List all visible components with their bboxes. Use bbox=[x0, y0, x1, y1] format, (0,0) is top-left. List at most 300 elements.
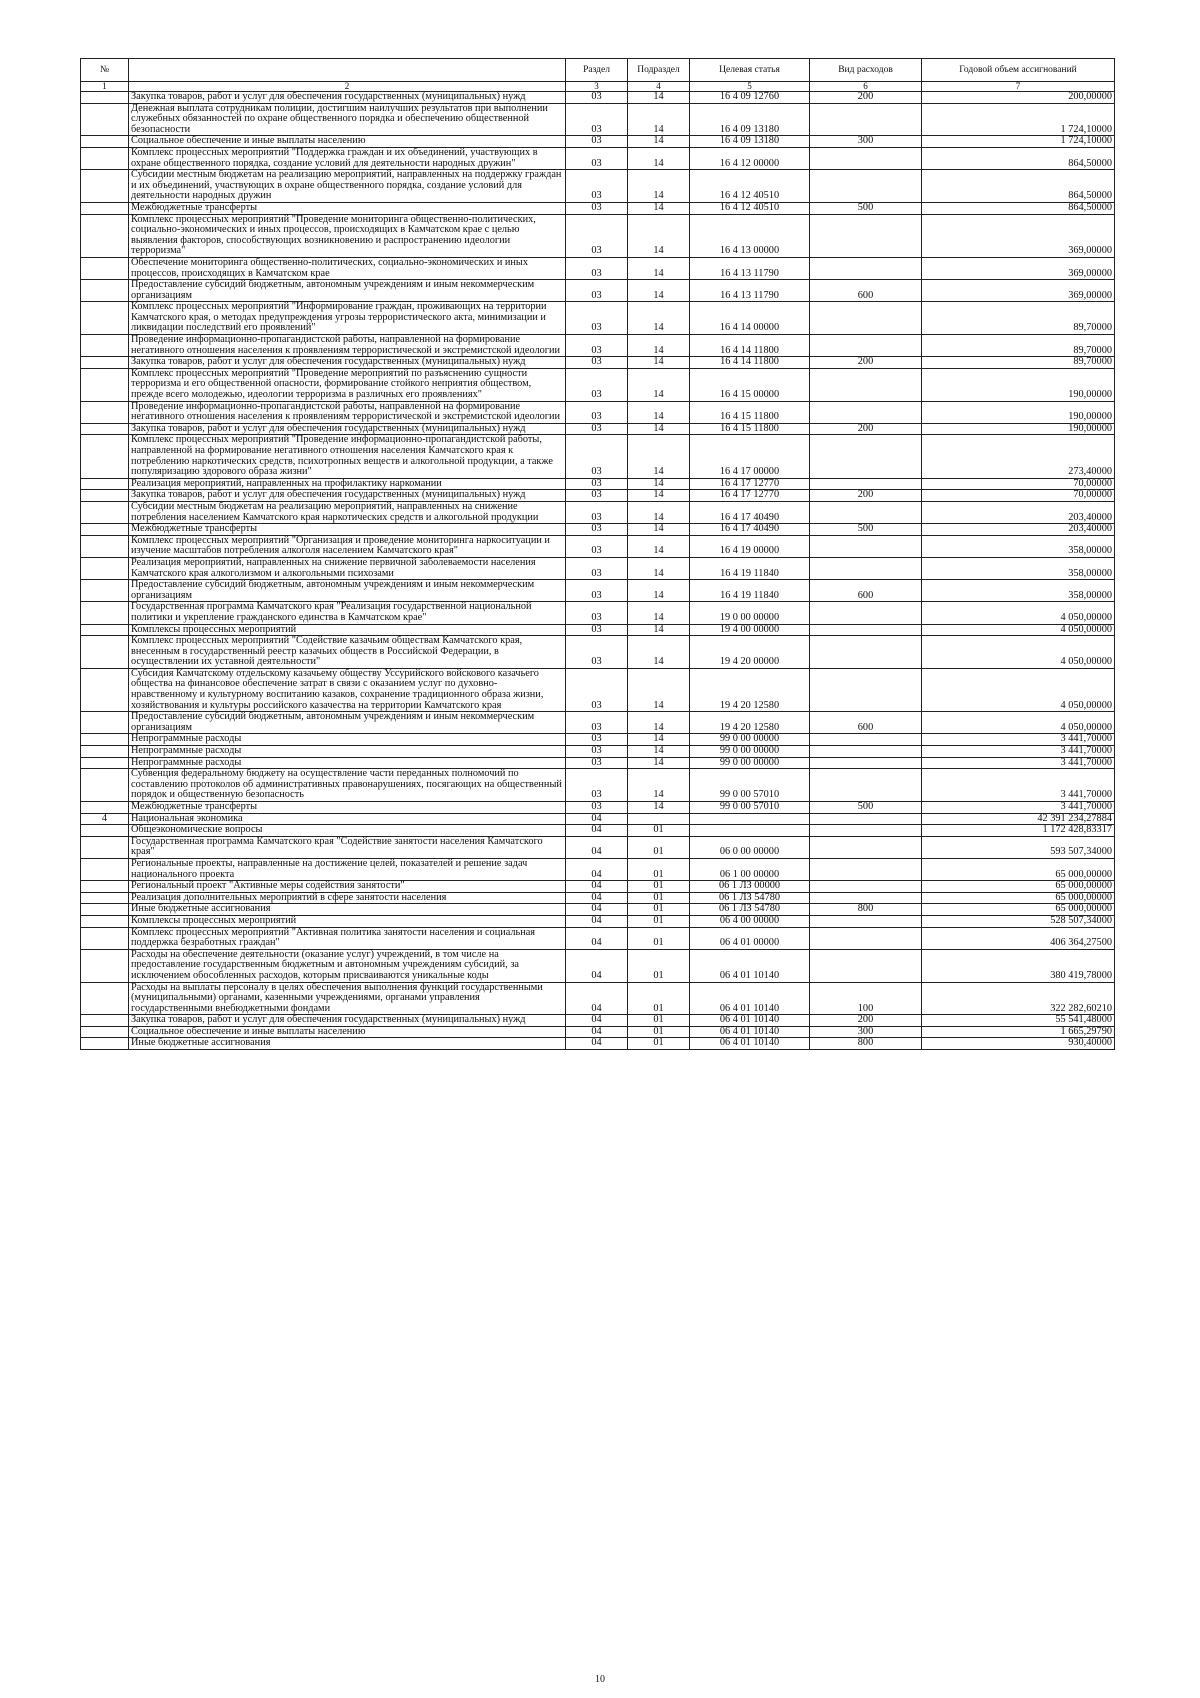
table-row bbox=[81, 147, 1115, 169]
cell-section: 03 bbox=[566, 103, 628, 136]
cell-target: 06 4 01 10140 bbox=[690, 1015, 810, 1027]
cell-subsection: 14 bbox=[628, 668, 690, 711]
cell-number bbox=[81, 501, 129, 523]
cell-subsection: 14 bbox=[628, 423, 690, 435]
cell-name: Комплекс процессных мероприятий "Проведение мероприятий по разъяснению сущности терроризма и его общественной опасности, формирование стойкого неприятия обществом, прежде всего молодежью, идеологии терроризма в различных его проявлениях" bbox=[129, 368, 566, 401]
cell-kind bbox=[810, 170, 922, 203]
table-row bbox=[81, 280, 1115, 302]
cell-section: 03 bbox=[566, 214, 628, 257]
cell-subsection: 14 bbox=[628, 535, 690, 557]
cell-section: 03 bbox=[566, 602, 628, 624]
cell-name: Комплексы процессных мероприятий bbox=[129, 624, 566, 636]
cell-number bbox=[81, 712, 129, 734]
cell-kind bbox=[810, 892, 922, 904]
cell-section: 03 bbox=[566, 557, 628, 579]
cell-section: 03 bbox=[566, 624, 628, 636]
cell-target: 19 0 00 00000 bbox=[690, 602, 810, 624]
cell-section: 04 bbox=[566, 881, 628, 893]
table-row bbox=[81, 825, 1115, 837]
cell-name: Межбюджетные трансферты bbox=[129, 802, 566, 814]
cell-subsection: 14 bbox=[628, 257, 690, 279]
cell-section: 03 bbox=[566, 769, 628, 802]
cell-target bbox=[690, 825, 810, 837]
table-row bbox=[81, 927, 1115, 949]
table-row bbox=[81, 357, 1115, 369]
cell-target: 99 0 00 00000 bbox=[690, 746, 810, 758]
cell-number bbox=[81, 401, 129, 423]
table-row bbox=[81, 1015, 1115, 1027]
cell-number bbox=[81, 927, 129, 949]
table-row bbox=[81, 92, 1115, 104]
cell-number bbox=[81, 280, 129, 302]
cell-target bbox=[690, 813, 810, 825]
cell-subsection: 14 bbox=[628, 501, 690, 523]
cell-target: 16 4 13 11790 bbox=[690, 280, 810, 302]
cell-name: Комплекс процессных мероприятий "Активная политика занятости населения и социальная поддержка безработных граждан" bbox=[129, 927, 566, 949]
cell-kind: 300 bbox=[810, 136, 922, 148]
cell-kind: 200 bbox=[810, 1015, 922, 1027]
cell-amount: 65 000,00000 bbox=[922, 892, 1115, 904]
cell-kind: 200 bbox=[810, 357, 922, 369]
cell-number bbox=[81, 904, 129, 916]
cell-subsection: 01 bbox=[628, 927, 690, 949]
column-number: 6 bbox=[810, 82, 922, 92]
cell-subsection: 14 bbox=[628, 734, 690, 746]
table-row bbox=[81, 636, 1115, 669]
cell-target: 16 4 15 00000 bbox=[690, 368, 810, 401]
cell-number bbox=[81, 949, 129, 982]
cell-number bbox=[81, 535, 129, 557]
cell-number bbox=[81, 734, 129, 746]
cell-target: 16 4 09 13180 bbox=[690, 103, 810, 136]
cell-section: 04 bbox=[566, 858, 628, 880]
cell-subsection: 01 bbox=[628, 982, 690, 1015]
cell-name: Закупка товаров, работ и услуг для обеспечения государственных (муниципальных) нужд bbox=[129, 1015, 566, 1027]
cell-section: 04 bbox=[566, 825, 628, 837]
cell-target: 16 4 14 00000 bbox=[690, 302, 810, 335]
cell-amount: 65 000,00000 bbox=[922, 904, 1115, 916]
cell-name: Комплекс процессных мероприятий "Содействие казачьим обществам Камчатского края, внесенным в государственный реестр казачьих обществ в Российской Федерации, в осуществлении их уставной деятельности" bbox=[129, 636, 566, 669]
cell-target: 16 4 12 00000 bbox=[690, 147, 810, 169]
cell-amount: 4 050,00000 bbox=[922, 624, 1115, 636]
cell-subsection: 14 bbox=[628, 624, 690, 636]
cell-section: 03 bbox=[566, 136, 628, 148]
cell-number bbox=[81, 524, 129, 536]
cell-section: 03 bbox=[566, 401, 628, 423]
cell-target: 16 4 09 13180 bbox=[690, 136, 810, 148]
table-row bbox=[81, 1026, 1115, 1038]
table-row bbox=[81, 813, 1115, 825]
cell-kind bbox=[810, 302, 922, 335]
cell-target: 99 0 00 57010 bbox=[690, 802, 810, 814]
cell-number bbox=[81, 557, 129, 579]
cell-target: 06 0 00 00000 bbox=[690, 836, 810, 858]
cell-subsection: 14 bbox=[628, 368, 690, 401]
cell-amount: 190,00000 bbox=[922, 401, 1115, 423]
cell-amount: 1 724,10000 bbox=[922, 103, 1115, 136]
cell-subsection: 14 bbox=[628, 746, 690, 758]
cell-name: Закупка товаров, работ и услуг для обеспечения государственных (муниципальных) нужд bbox=[129, 423, 566, 435]
cell-name: Закупка товаров, работ и услуг для обеспечения государственных (муниципальных) нужд bbox=[129, 357, 566, 369]
cell-target: 16 4 19 11840 bbox=[690, 580, 810, 602]
cell-target: 16 4 14 11800 bbox=[690, 357, 810, 369]
cell-name: Региональный проект "Активные меры содействия занятости" bbox=[129, 881, 566, 893]
cell-kind bbox=[810, 813, 922, 825]
cell-kind bbox=[810, 668, 922, 711]
cell-subsection: 14 bbox=[628, 802, 690, 814]
cell-subsection: 14 bbox=[628, 757, 690, 769]
header-name bbox=[129, 59, 566, 82]
cell-amount: 65 000,00000 bbox=[922, 858, 1115, 880]
cell-target: 16 4 19 11840 bbox=[690, 557, 810, 579]
cell-kind bbox=[810, 927, 922, 949]
table-row bbox=[81, 769, 1115, 802]
cell-subsection: 14 bbox=[628, 435, 690, 478]
cell-amount: 190,00000 bbox=[922, 368, 1115, 401]
table-row bbox=[81, 335, 1115, 357]
column-number-row bbox=[81, 82, 1115, 92]
table-row bbox=[81, 580, 1115, 602]
cell-amount: 358,00000 bbox=[922, 535, 1115, 557]
header-section: Раздел bbox=[566, 59, 628, 82]
cell-target: 16 4 15 11800 bbox=[690, 423, 810, 435]
cell-subsection: 14 bbox=[628, 580, 690, 602]
cell-name: Реализация мероприятий, направленных на профилактику наркомании bbox=[129, 478, 566, 490]
cell-amount: 190,00000 bbox=[922, 423, 1115, 435]
cell-kind bbox=[810, 915, 922, 927]
cell-name: Комплекс процессных мероприятий "Поддержка граждан и их объединений, участвующих в охране общественного порядка, создание условий для деятельности народных дружин" bbox=[129, 147, 566, 169]
cell-name: Иные бюджетные ассигнования bbox=[129, 1038, 566, 1050]
cell-section: 03 bbox=[566, 746, 628, 758]
cell-section: 03 bbox=[566, 92, 628, 104]
cell-kind: 200 bbox=[810, 92, 922, 104]
cell-subsection: 01 bbox=[628, 836, 690, 858]
cell-amount: 42 391 234,27884 bbox=[922, 813, 1115, 825]
cell-name: Государственная программа Камчатского края "Содействие занятости населения Камчатского края" bbox=[129, 836, 566, 858]
cell-amount: 203,40000 bbox=[922, 501, 1115, 523]
table-row bbox=[81, 892, 1115, 904]
cell-amount: 369,00000 bbox=[922, 280, 1115, 302]
cell-name: Непрограммные расходы bbox=[129, 746, 566, 758]
cell-name: Социальное обеспечение и иные выплаты населению bbox=[129, 1026, 566, 1038]
cell-name: Непрограммные расходы bbox=[129, 734, 566, 746]
cell-subsection: 14 bbox=[628, 335, 690, 357]
cell-section: 03 bbox=[566, 302, 628, 335]
cell-number bbox=[81, 825, 129, 837]
cell-amount: 70,00000 bbox=[922, 478, 1115, 490]
table-row bbox=[81, 170, 1115, 203]
cell-section: 03 bbox=[566, 357, 628, 369]
cell-kind: 800 bbox=[810, 1038, 922, 1050]
cell-number bbox=[81, 915, 129, 927]
cell-target: 06 4 01 10140 bbox=[690, 1026, 810, 1038]
cell-name: Предоставление субсидий бюджетным, автономным учреждениям и иным некоммерческим организациям bbox=[129, 280, 566, 302]
cell-subsection: 14 bbox=[628, 147, 690, 169]
cell-target: 16 4 12 40510 bbox=[690, 202, 810, 214]
column-number: 7 bbox=[922, 82, 1115, 92]
cell-kind bbox=[810, 949, 922, 982]
cell-subsection: 01 bbox=[628, 1026, 690, 1038]
table-row bbox=[81, 757, 1115, 769]
cell-target: 99 0 00 00000 bbox=[690, 757, 810, 769]
cell-kind bbox=[810, 858, 922, 880]
cell-subsection: 14 bbox=[628, 170, 690, 203]
cell-kind bbox=[810, 257, 922, 279]
cell-subsection: 14 bbox=[628, 490, 690, 502]
cell-amount: 89,70000 bbox=[922, 302, 1115, 335]
cell-kind bbox=[810, 214, 922, 257]
cell-amount: 864,50000 bbox=[922, 147, 1115, 169]
cell-name: Предоставление субсидий бюджетным, автономным учреждениям и иным некоммерческим организациям bbox=[129, 712, 566, 734]
cell-number bbox=[81, 1015, 129, 1027]
cell-number bbox=[81, 1026, 129, 1038]
cell-name: Субсидия Камчатскому отдельскому казачьему обществу Уссурийского войскового казачьего общества на финансовое обеспечение затрат в связи с оказанием услуг по духовно-нравственному и культурному воспитанию казаков, сохранение традиционного образа жизни, хозяйствования и культуры российского казачества на территории Камчатского края bbox=[129, 668, 566, 711]
cell-name: Региональные проекты, направленные на достижение целей, показателей и решение задач национального проекта bbox=[129, 858, 566, 880]
cell-section: 03 bbox=[566, 257, 628, 279]
cell-section: 03 bbox=[566, 668, 628, 711]
cell-number bbox=[81, 802, 129, 814]
table-row bbox=[81, 202, 1115, 214]
cell-number bbox=[81, 836, 129, 858]
cell-subsection: 01 bbox=[628, 825, 690, 837]
budget-table-sheet bbox=[80, 58, 1114, 1050]
cell-subsection: 14 bbox=[628, 214, 690, 257]
cell-name: Комплекс процессных мероприятий "Проведение мониторинга общественно-политических, социально-экономических и иных процессов, происходящих в Камчатском крае с целью выявления факторов, способствующих возникновению и распространению идеологии терроризма" bbox=[129, 214, 566, 257]
cell-target: 06 1 00 00000 bbox=[690, 858, 810, 880]
cell-number bbox=[81, 580, 129, 602]
cell-subsection: 14 bbox=[628, 602, 690, 624]
cell-amount: 3 441,70000 bbox=[922, 757, 1115, 769]
cell-number bbox=[81, 746, 129, 758]
cell-amount: 4 050,00000 bbox=[922, 602, 1115, 624]
cell-name: Комплекс процессных мероприятий "Проведение информационно-пропагандистской работы, направленной на формирование негативного отношения населения Камчатского края к потреблению наркотических средств, психотропных веществ и алкогольной продукции, а также популяризацию здорового образа жизни" bbox=[129, 435, 566, 478]
cell-section: 03 bbox=[566, 202, 628, 214]
cell-section: 03 bbox=[566, 535, 628, 557]
cell-section: 03 bbox=[566, 368, 628, 401]
cell-section: 03 bbox=[566, 712, 628, 734]
cell-subsection: 01 bbox=[628, 915, 690, 927]
cell-target: 06 4 01 10140 bbox=[690, 1038, 810, 1050]
cell-amount: 1 172 428,83317 bbox=[922, 825, 1115, 837]
cell-amount: 406 364,27500 bbox=[922, 927, 1115, 949]
cell-kind: 300 bbox=[810, 1026, 922, 1038]
cell-number bbox=[81, 257, 129, 279]
cell-section: 03 bbox=[566, 147, 628, 169]
cell-kind bbox=[810, 435, 922, 478]
cell-section: 04 bbox=[566, 904, 628, 916]
header-target: Целевая статья bbox=[690, 59, 810, 82]
header-num: № bbox=[81, 59, 129, 82]
cell-number bbox=[81, 769, 129, 802]
cell-subsection: 14 bbox=[628, 357, 690, 369]
cell-kind bbox=[810, 836, 922, 858]
cell-kind bbox=[810, 103, 922, 136]
cell-name: Проведение информационно-пропагандистской работы, направленной на формирование негативного отношения населения к проявлениям террористической и экстремистской идеологии bbox=[129, 401, 566, 423]
cell-target: 16 4 13 11790 bbox=[690, 257, 810, 279]
table-row bbox=[81, 557, 1115, 579]
cell-name: Обеспечение мониторинга общественно-политических, социально-экономических и иных процессов, происходящих в Камчатском крае bbox=[129, 257, 566, 279]
cell-subsection: 01 bbox=[628, 881, 690, 893]
table-row bbox=[81, 668, 1115, 711]
cell-name: Субсидии местным бюджетам на реализацию мероприятий, направленных на снижение потребления населением Камчатского края наркотических средств и алкогольной продукции bbox=[129, 501, 566, 523]
cell-amount: 322 282,60210 bbox=[922, 982, 1115, 1015]
cell-kind bbox=[810, 825, 922, 837]
cell-subsection: 14 bbox=[628, 636, 690, 669]
cell-kind bbox=[810, 478, 922, 490]
cell-name: Субвенция федеральному бюджету на осуществление части переданных полномочий по составлению протоколов об административных правонарушениях, посягающих на общественный порядок и общественную безопасность bbox=[129, 769, 566, 802]
cell-section: 03 bbox=[566, 524, 628, 536]
cell-amount: 4 050,00000 bbox=[922, 636, 1115, 669]
cell-section: 04 bbox=[566, 949, 628, 982]
column-number: 5 bbox=[690, 82, 810, 92]
cell-amount: 65 000,00000 bbox=[922, 881, 1115, 893]
cell-amount: 593 507,34000 bbox=[922, 836, 1115, 858]
cell-target: 16 4 17 12770 bbox=[690, 478, 810, 490]
cell-kind bbox=[810, 368, 922, 401]
cell-target: 16 4 17 00000 bbox=[690, 435, 810, 478]
cell-section: 04 bbox=[566, 892, 628, 904]
header-amount: Годовой объем ассигнований bbox=[922, 59, 1115, 82]
cell-name: Расходы на выплаты персоналу в целях обеспечения выполнения функций государственными (муниципальными) органами, казенными учреждениями, органами управления государственными внебюджетными фондами bbox=[129, 982, 566, 1015]
cell-target: 16 4 09 12760 bbox=[690, 92, 810, 104]
cell-number bbox=[81, 490, 129, 502]
cell-kind bbox=[810, 757, 922, 769]
cell-amount: 358,00000 bbox=[922, 580, 1115, 602]
cell-amount: 4 050,00000 bbox=[922, 668, 1115, 711]
cell-subsection bbox=[628, 813, 690, 825]
table-row bbox=[81, 524, 1115, 536]
cell-name: Комплексы процессных мероприятий bbox=[129, 915, 566, 927]
cell-kind bbox=[810, 501, 922, 523]
column-number: 1 bbox=[81, 82, 129, 92]
cell-name: Расходы на обеспечение деятельности (оказание услуг) учреждений, в том числе на предоставление государственным бюджетным и автономным учреждениям субсидий, за исключением обособленных расходов, которым присваиваются уникальные коды bbox=[129, 949, 566, 982]
cell-number bbox=[81, 335, 129, 357]
cell-kind: 200 bbox=[810, 490, 922, 502]
cell-name: Реализация дополнительных мероприятий в сфере занятости населения bbox=[129, 892, 566, 904]
cell-kind bbox=[810, 881, 922, 893]
cell-name: Непрограммные расходы bbox=[129, 757, 566, 769]
table-row bbox=[81, 401, 1115, 423]
cell-subsection: 14 bbox=[628, 401, 690, 423]
table-row bbox=[81, 214, 1115, 257]
cell-number bbox=[81, 136, 129, 148]
cell-kind bbox=[810, 147, 922, 169]
cell-number bbox=[81, 478, 129, 490]
cell-name: Межбюджетные трансферты bbox=[129, 202, 566, 214]
cell-name: Реализация мероприятий, направленных на снижение первичной заболеваемости населения Камчатского края алкоголизмом и алкогольными психозами bbox=[129, 557, 566, 579]
cell-section: 03 bbox=[566, 580, 628, 602]
cell-subsection: 14 bbox=[628, 202, 690, 214]
cell-name: Закупка товаров, работ и услуг для обеспечения государственных (муниципальных) нужд bbox=[129, 92, 566, 104]
cell-kind: 500 bbox=[810, 524, 922, 536]
cell-target: 06 4 00 00000 bbox=[690, 915, 810, 927]
cell-subsection: 01 bbox=[628, 892, 690, 904]
cell-name: Государственная программа Камчатского края "Реализация государственной национальной политики и укрепление гражданского единства в Камчатском крае" bbox=[129, 602, 566, 624]
cell-subsection: 14 bbox=[628, 478, 690, 490]
cell-name: Закупка товаров, работ и услуг для обеспечения государственных (муниципальных) нужд bbox=[129, 490, 566, 502]
table-row bbox=[81, 435, 1115, 478]
table-row bbox=[81, 103, 1115, 136]
table-row bbox=[81, 302, 1115, 335]
cell-subsection: 14 bbox=[628, 136, 690, 148]
table-row bbox=[81, 257, 1115, 279]
header-row bbox=[81, 59, 1115, 82]
cell-number bbox=[81, 668, 129, 711]
cell-target: 06 4 01 10140 bbox=[690, 982, 810, 1015]
cell-kind bbox=[810, 636, 922, 669]
table-row bbox=[81, 746, 1115, 758]
cell-number bbox=[81, 202, 129, 214]
cell-amount: 3 441,70000 bbox=[922, 769, 1115, 802]
cell-section: 03 bbox=[566, 170, 628, 203]
cell-kind bbox=[810, 734, 922, 746]
cell-subsection: 01 bbox=[628, 949, 690, 982]
cell-name: Комплекс процессных мероприятий "Организация и проведение мониторинга наркоситуации и изучение масштабов потребления алкоголя населением Камчатского края" bbox=[129, 535, 566, 557]
cell-target: 16 4 17 40490 bbox=[690, 501, 810, 523]
cell-kind: 100 bbox=[810, 982, 922, 1015]
cell-number bbox=[81, 892, 129, 904]
cell-target: 99 0 00 57010 bbox=[690, 769, 810, 802]
cell-section: 03 bbox=[566, 423, 628, 435]
cell-section: 04 bbox=[566, 1038, 628, 1050]
cell-number bbox=[81, 147, 129, 169]
table-row bbox=[81, 836, 1115, 858]
table-row bbox=[81, 478, 1115, 490]
cell-kind: 600 bbox=[810, 712, 922, 734]
table-row bbox=[81, 624, 1115, 636]
table-row bbox=[81, 423, 1115, 435]
cell-target: 16 4 17 40490 bbox=[690, 524, 810, 536]
table-row bbox=[81, 368, 1115, 401]
cell-section: 04 bbox=[566, 836, 628, 858]
cell-kind bbox=[810, 624, 922, 636]
cell-section: 04 bbox=[566, 915, 628, 927]
cell-target: 19 4 00 00000 bbox=[690, 624, 810, 636]
table-row bbox=[81, 712, 1115, 734]
cell-name: Межбюджетные трансферты bbox=[129, 524, 566, 536]
cell-amount: 4 050,00000 bbox=[922, 712, 1115, 734]
cell-subsection: 14 bbox=[628, 103, 690, 136]
cell-number bbox=[81, 858, 129, 880]
header-subsection: Подраздел bbox=[628, 59, 690, 82]
cell-amount: 89,70000 bbox=[922, 335, 1115, 357]
cell-amount: 369,00000 bbox=[922, 214, 1115, 257]
cell-subsection: 14 bbox=[628, 557, 690, 579]
cell-target: 19 4 20 00000 bbox=[690, 636, 810, 669]
table-body bbox=[81, 92, 1115, 1050]
cell-subsection: 01 bbox=[628, 858, 690, 880]
cell-kind bbox=[810, 401, 922, 423]
cell-section: 03 bbox=[566, 478, 628, 490]
cell-kind bbox=[810, 557, 922, 579]
cell-name: Иные бюджетные ассигнования bbox=[129, 904, 566, 916]
cell-name: Национальная экономика bbox=[129, 813, 566, 825]
cell-section: 03 bbox=[566, 757, 628, 769]
cell-section: 04 bbox=[566, 813, 628, 825]
cell-amount: 200,00000 bbox=[922, 92, 1115, 104]
cell-section: 04 bbox=[566, 982, 628, 1015]
cell-kind: 500 bbox=[810, 802, 922, 814]
cell-amount: 70,00000 bbox=[922, 490, 1115, 502]
table-row bbox=[81, 982, 1115, 1015]
table-row bbox=[81, 535, 1115, 557]
cell-number bbox=[81, 1038, 129, 1050]
cell-amount: 3 441,70000 bbox=[922, 734, 1115, 746]
cell-target: 19 4 20 12580 bbox=[690, 712, 810, 734]
column-number: 4 bbox=[628, 82, 690, 92]
cell-number bbox=[81, 357, 129, 369]
table-row bbox=[81, 881, 1115, 893]
